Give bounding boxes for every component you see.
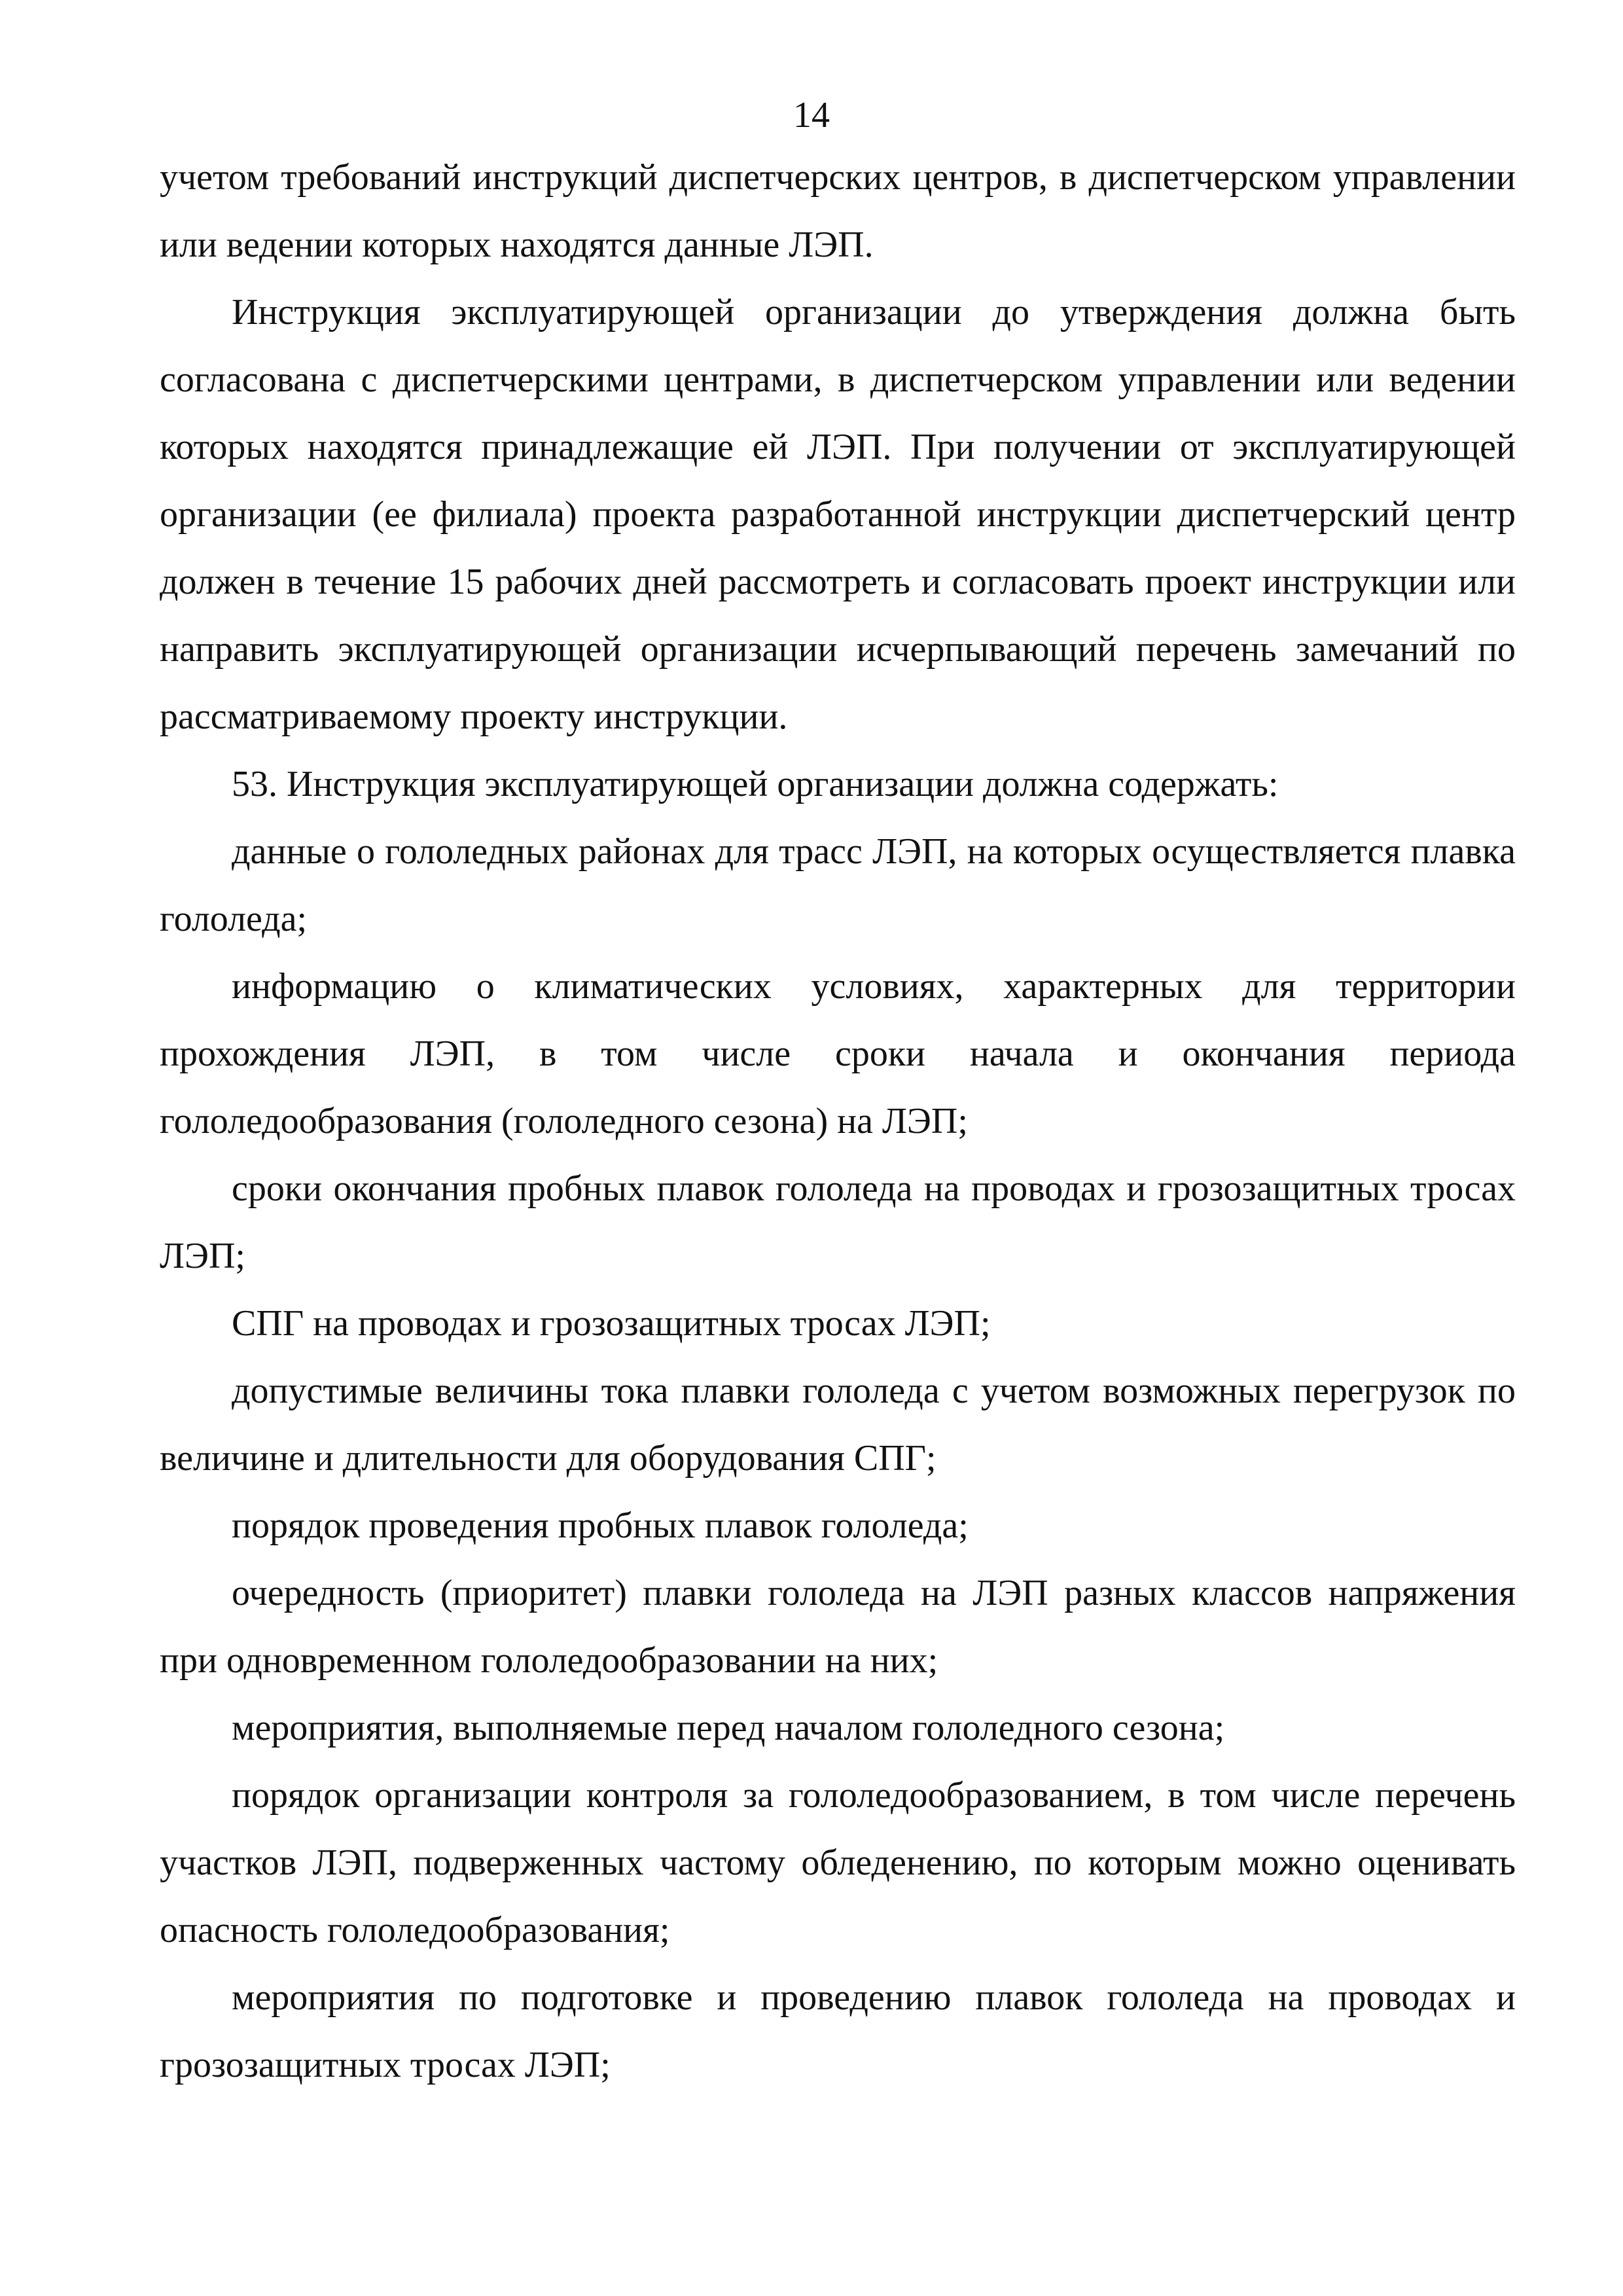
list-item-melt-preparation: мероприятия по подготовке и проведению плавок гололеда на проводах и грозозащитных тросах ЛЭП; xyxy=(160,1977,1516,2085)
document-body xyxy=(160,144,1516,2099)
list-item-ice-regions: данные о гололедных районах для трасс ЛЭП, на которых осуществляется плавка гололеда; xyxy=(160,831,1516,939)
list-item-monitoring-procedure: порядок организации контроля за гололедообразованием, в том числе перечень участков ЛЭП, подверженных частому обледенению, по которым можно оценивать опасность гололедообразования; xyxy=(160,1775,1516,1950)
paragraph-clause-53: 53. Инструкция эксплуатирующей организации должна содержать: xyxy=(232,764,1279,804)
list-item-melt-current: допустимые величины тока плавки гололеда с учетом возможных перегрузок по величине и длительности для оборудования СПГ; xyxy=(160,1371,1516,1479)
list-item-spg: СПГ на проводах и грозозащитных тросах ЛЭП; xyxy=(232,1303,991,1344)
paragraph-continuation: учетом требований инструкций диспетчерских центров, в диспетчерском управлении или ведении которых находятся данные ЛЭП. xyxy=(160,157,1516,265)
list-item-pre-season-measures: мероприятия, выполняемые перед началом гололедного сезона; xyxy=(232,1708,1225,1748)
list-item-climate-info: информацию о климатических условиях, характерных для территории прохождения ЛЭП, в том числе сроки начала и окончания периода гололедообразования (гололедного сезона) на ЛЭП; xyxy=(160,966,1516,1141)
list-item-trial-melt-deadlines: сроки окончания пробных плавок гололеда на проводах и грозозащитных тросах ЛЭП; xyxy=(160,1168,1516,1276)
page-number: 14 xyxy=(793,95,830,135)
paragraph-instruction-approval: Инструкция эксплуатирующей организации до утверждения должна быть согласована с диспетчерскими центрами, в диспетчерском управлении или ведении которых находятся принадлежащие ей ЛЭП. При получении от эксплуатирующей организации (ее филиала) проекта разработанной инструкции диспетчерский центр должен в течение 15 рабочих дней рассмотреть и согласовать проект инструкции или направить эксплуатирующей организации исчерпывающий перечень замечаний по рассматриваемому проекту инструкции. xyxy=(160,292,1516,737)
list-item-trial-melt-procedure: порядок проведения пробных плавок гололеда; xyxy=(232,1505,969,1546)
list-item-melt-priority: очередность (приоритет) плавки гололеда на ЛЭП разных классов напряжения при одновременном гололедообразовании на них; xyxy=(160,1573,1516,1681)
